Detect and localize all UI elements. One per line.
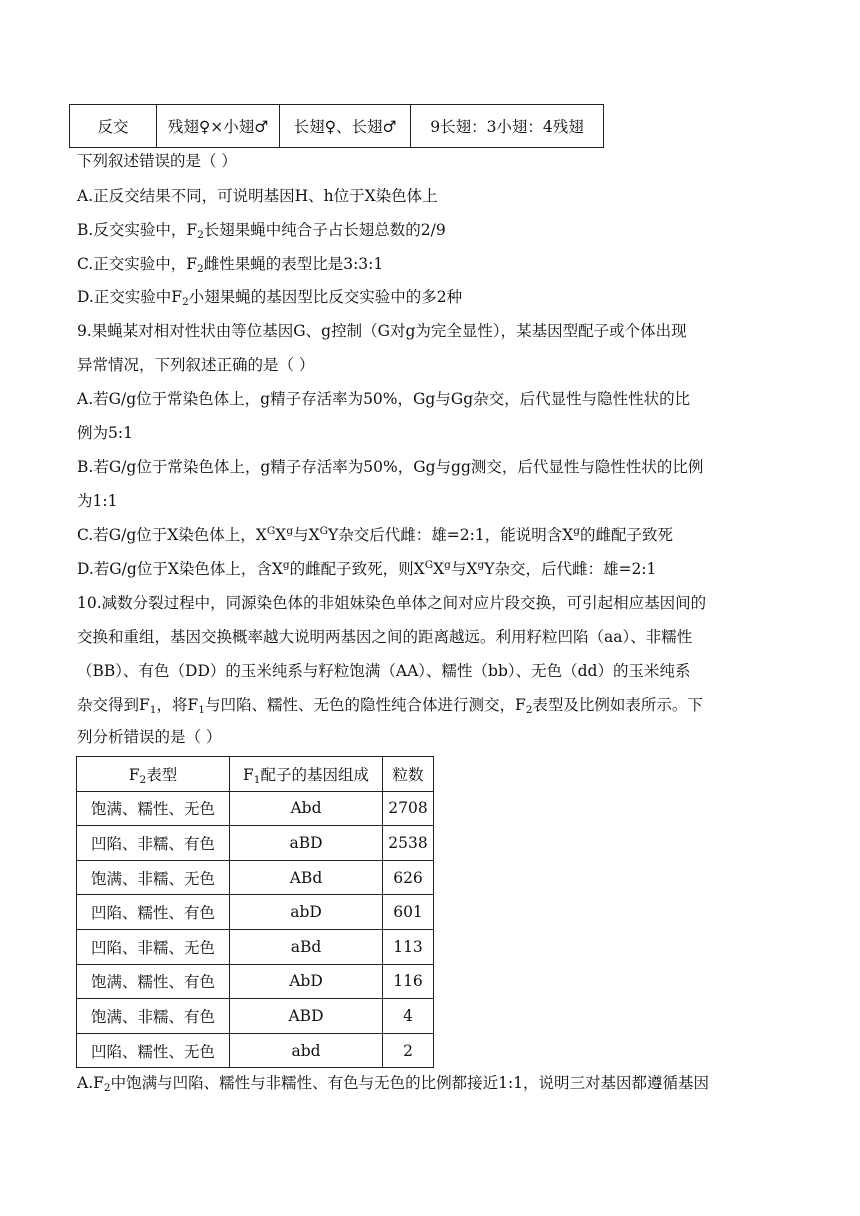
column-header: $F_2$表型	[77, 757, 230, 792]
table-cell: 626	[383, 860, 434, 895]
table-row	[77, 964, 434, 999]
q9-option-b-line1: B.若G/g位于常染色体上，g精子存活率为50%，Gg与gg测交，后代显性与隐性性状的比例	[77, 458, 704, 476]
q10-line1: 10.减数分裂过程中，同源染色体的非姐妹染色单体之间对应片段交换，可引起相应基因间的	[77, 594, 707, 612]
q9-option-b-line2: 为1:1	[77, 492, 118, 510]
q9-option-a-line1: A.若G/g位于常染色体上，g精子存活率为50%，Gg与Gg杂交，后代显性与隐性性状的比	[77, 390, 691, 408]
table-cell: 凹陷、糯性、有色	[77, 895, 230, 930]
q10-line2: 交换和重组，基因交换概率越大说明两基因之间的距离越远。利用籽粒凹陷（aa）、非糯性	[77, 628, 693, 646]
q9-stem-line1: 9.果蝇某对相对性状由等位基因G、g控制（G对g为完全显性），某基因型配子或个体出现	[77, 322, 687, 340]
table-cell: 饱满、糯性、无色	[77, 791, 230, 826]
table-row	[70, 105, 604, 148]
table-cell: Abd	[230, 791, 383, 826]
table-cell: 9长翅：3小翅：4残翅	[411, 105, 604, 148]
table-cell: ABd	[230, 860, 383, 895]
table-cell: abD	[230, 895, 383, 930]
table-row	[77, 895, 434, 930]
q8-option-b: B.反交实验中，$F_2$长翅果蝇中纯合子占长翅总数的2/9	[77, 221, 446, 241]
table-header-row	[77, 757, 434, 792]
table-cell: aBD	[230, 826, 383, 861]
cross-result-table	[69, 104, 604, 148]
table-cell: 116	[383, 964, 434, 999]
q9-option-c: C.若G/g位于X染色体上，$X^GX^g$与$X^GY$杂交后代雌：雄=2:1，能说明含$X^g$的雌配子致死	[77, 525, 673, 544]
table-row	[77, 999, 434, 1034]
q10-line3: （BB）、有色（DD）的玉米纯系与籽粒饱满（AA）、糯性（bb）、无色（dd）的玉米纯系	[77, 662, 691, 680]
testcross-data-table	[76, 756, 434, 1068]
q10-option-a: $A.F_2$中饱满与凹陷、糯性与非糯性、有色与无色的比例都接近1:1，说明三对基因都遵循基因	[77, 1074, 710, 1094]
table-cell: 2708	[383, 791, 434, 826]
table-cell: AbD	[230, 964, 383, 999]
q8-option-d: D.正交实验中$F_2$小翅果蝇的基因型比反交实验中的多2种	[77, 288, 463, 308]
q9-stem-line2: 异常情况，下列叙述正确的是（ ）	[77, 356, 315, 374]
q8-option-a: A.正反交结果不同，可说明基因H、h位于X染色体上	[77, 187, 438, 205]
q8-option-c: C.正交实验中，$F_2$雌性果蝇的表型比是3:3:1	[77, 255, 384, 275]
table-cell: 饱满、糯性、有色	[77, 964, 230, 999]
column-header: 粒数	[383, 757, 434, 792]
table-row	[77, 860, 434, 895]
table-cell: ABD	[230, 999, 383, 1034]
q10-line5: 列分析错误的是（ ）	[77, 728, 222, 746]
table-cell: 2	[383, 1033, 434, 1068]
table-cell: 4	[383, 999, 434, 1034]
table-cell: 长翅♀、长翅♂	[280, 105, 411, 148]
table-cell: 凹陷、糯性、无色	[77, 1033, 230, 1068]
table-cell: 残翅♀×小翅♂	[157, 105, 280, 148]
q8-stem: 下列叙述错误的是（ ）	[77, 152, 237, 170]
table-cell: 饱满、非糯、有色	[77, 999, 230, 1034]
table-cell: 2538	[383, 826, 434, 861]
q9-option-a-line2: 例为5:1	[77, 424, 133, 442]
table-row	[77, 826, 434, 861]
table-cell: 113	[383, 929, 434, 964]
table-cell: 饱满、非糯、无色	[77, 860, 230, 895]
q9-option-d: D.若G/g位于X染色体上，含$X^g$的雌配子致死，则$X^GX^g$与$X^gY$杂交，后代雌：雄=2:1	[77, 559, 657, 578]
table-row	[77, 791, 434, 826]
column-header: $F_1$配子的基因组成	[230, 757, 383, 792]
table-cell: 凹陷、非糯、无色	[77, 929, 230, 964]
table-cell: 反交	[70, 105, 157, 148]
table-cell: abd	[230, 1033, 383, 1068]
table-cell: 凹陷、非糯、有色	[77, 826, 230, 861]
table-row	[77, 929, 434, 964]
q10-line4: 杂交得到$F_1$，将$F_1$与凹陷、糯性、无色的隐性纯合体进行测交，$F_2$表型及比例如表所示。下	[77, 696, 703, 716]
table-cell: aBd	[230, 929, 383, 964]
table-row	[77, 1033, 434, 1068]
table-cell: 601	[383, 895, 434, 930]
